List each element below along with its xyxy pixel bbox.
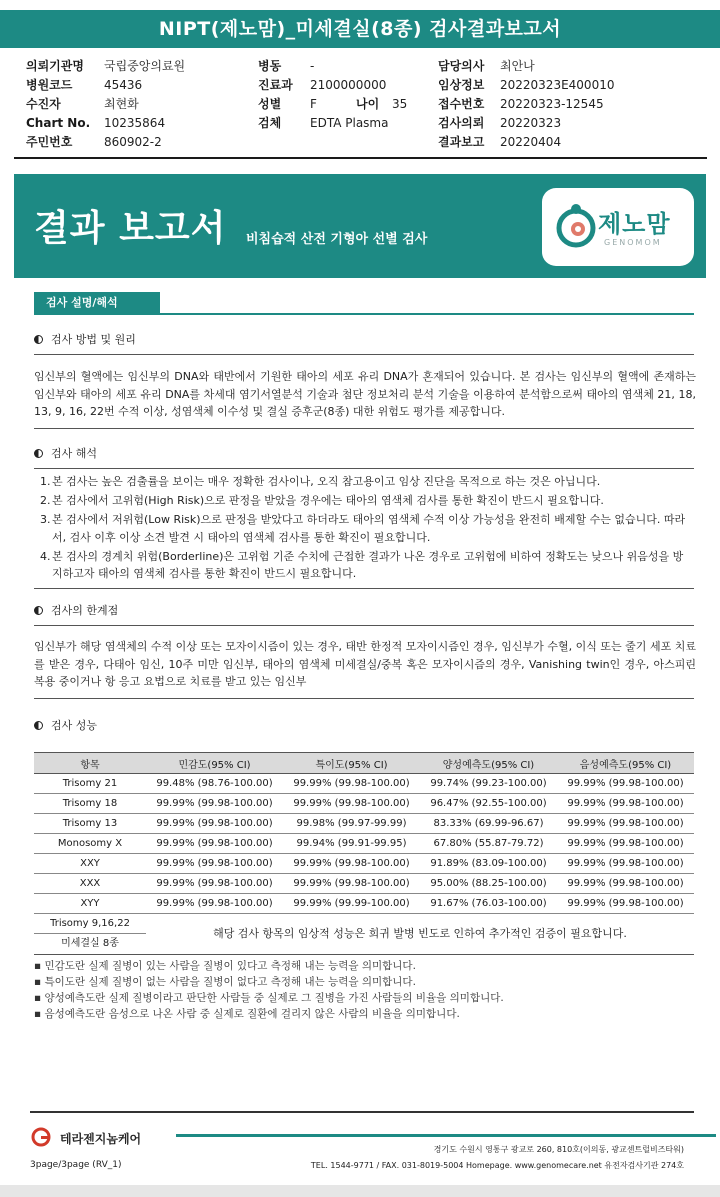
header-npv: 음성예측도(95% CI) <box>557 753 694 774</box>
report-banner <box>14 174 706 278</box>
section-tab: 검사 설명/해석 <box>34 292 160 314</box>
table-row: XYY 99.99% (99.98-100.00) 99.99% (99.99-100.00) 91.67% (76.03-100.00) 99.99% (99.98-100.00) <box>34 894 694 914</box>
company-logo <box>30 1127 142 1149</box>
header-item: 항목 <box>34 753 146 774</box>
company-contact: TEL. 1544-9771 / FAX. 031-8019-5004 Homepage. www.genomecare.net 유전자검사기관 274호 <box>310 1161 684 1170</box>
logo-name: 제노맘 <box>598 210 671 238</box>
footer-accent-bar <box>176 1134 716 1137</box>
limits-heading: 검사의 한계점 <box>34 603 118 619</box>
limits-rule-top <box>34 625 694 626</box>
performance-table <box>34 752 694 914</box>
table-row: XXY 99.99% (99.98-100.00) 99.99% (99.98-100.00) 91.89% (83.09-100.00) 99.99% (99.98-100.00) <box>34 854 694 874</box>
header-specificity: 특이도(95% CI) <box>283 753 420 774</box>
info-report-date: 결과보고 20220404 <box>438 135 562 149</box>
method-heading: 검사 방법 및 원리 <box>34 332 136 348</box>
definition-notes <box>34 958 694 1022</box>
info-department: 진료과 2100000000 <box>258 78 387 92</box>
half-circle-icon <box>34 721 43 730</box>
half-circle-icon <box>34 335 43 344</box>
table-row: XXX 99.99% (99.98-100.00) 99.99% (99.98-100.00) 95.00% (88.25-100.00) 99.99% (99.98-100.00) <box>34 874 694 894</box>
info-chart-no: Chart No. 10235864 <box>26 116 166 130</box>
list-item: 3. 본 검사에서 저위험(Low Risk)으로 판정을 받았다고 하더라도 태아의 염색체 수적 이상 가능성을 완전히 배제할 수는 없습니다. 따라서, 검사 이후 이상 소견 발견 시 태아의 염색체 검사를 통한 확진이 필요합니다. <box>40 513 686 544</box>
report-title: NIPT(제노맘)_미세결실(8종) 검사결과보고서 <box>0 10 720 48</box>
info-institution: 의뢰기관명 국립중앙의료원 <box>26 59 186 73</box>
info-patient: 수진자 최현화 <box>26 97 139 111</box>
table-row: Trisomy 13 99.99% (99.98-100.00) 99.98% (99.97-99.99) 83.33% (69.99-96.67) 99.99% (99.98-100.00) <box>34 814 694 834</box>
limits-rule-bottom <box>34 698 694 699</box>
footer-divider <box>30 1111 694 1113</box>
table-bottom-rule <box>34 954 694 955</box>
list-item: ▪ 민감도란 실제 질병이 있는 사람을 질병이 있다고 측정해 내는 능력을 의미합니다. <box>34 960 416 972</box>
header-divider <box>14 157 707 159</box>
section-underline <box>34 313 694 315</box>
bottom-strip <box>0 1185 720 1197</box>
company-logo-icon <box>30 1127 56 1147</box>
table-row: Trisomy 18 99.99% (99.98-100.00) 99.99% (99.98-100.00) 96.47% (92.55-100.00) 99.99% (99.98-100.00) <box>34 794 694 814</box>
table-row: Monosomy X 99.99% (99.98-100.00) 99.94% (99.91-99.95) 67.80% (55.87-79.72) 99.99% (99.98-100.00) <box>34 834 694 854</box>
list-item: ▪ 음성예측도란 음성으로 나온 사람 중 실제로 질환에 걸리지 않은 사람의 비율을 의미합니다. <box>34 1008 460 1020</box>
info-hospital-code: 병원코드 45436 <box>26 78 143 92</box>
method-text: 임신부의 혈액에는 임신부의 DNA와 태반에서 기원한 태아의 세포 유리 DNA가 혼재되어 있습니다. 본 검사는 임신부의 혈액에 존재하는 임신부와 태아의 세포 유리 DNA를 차세대 염기서열분석 기술과 첨단 정보처리 분석 기술을 이용하여 분석함으로써 태아의 염색체 21, 18, 13, 9, 16, 22번 수적 이상, 성염색체 이수성 및 결실 증후군(8종) 대한 위험도 평가를 제공합니다. <box>34 370 696 418</box>
interpretation-rule-bottom <box>34 588 694 589</box>
half-circle-icon <box>34 606 43 615</box>
info-request-date: 검사의뢰 20220323 <box>438 116 562 130</box>
merged-row <box>34 914 694 954</box>
company-address: 경기도 수원시 영통구 광교로 260, 810호(이의동, 광교센트럴비즈타워) <box>433 1145 684 1154</box>
method-rule-top <box>34 354 694 355</box>
performance-heading: 검사 성능 <box>34 718 97 734</box>
interpretation-heading: 검사 해석 <box>34 446 97 462</box>
banner-subtitle: 비침습적 산전 기형아 선별 검사 <box>246 232 428 247</box>
banner-title: 결과 보고서 <box>34 208 227 249</box>
info-doctor: 담당의사 최안나 <box>438 59 535 73</box>
limits-text: 임신부가 해당 염색체의 수적 이상 또는 모자이시즘이 있는 경우, 태반 한정적 모자이시즘인 경우, 임신부가 수혈, 이식 또는 줄기 세포 치료를 받은 경우, 다태아 임신, 10주 미만 임신부, 태아의 염색체 미세결실/중복 혹은 모자이시즘의 경우, Vanishing twin인 경우, 아스피린 복용 중이거나 항 응고 요법으로 치료를 받고 있는 임신부 <box>34 640 696 688</box>
info-sex: 성별 F 나이 35 <box>258 97 408 111</box>
table-header-row <box>34 753 694 774</box>
info-specimen: 검체 EDTA Plasma <box>258 116 389 130</box>
genomom-emblem-icon <box>556 202 596 248</box>
genomom-logo <box>542 188 694 266</box>
page-number: 3page/3page (RV_1) <box>30 1160 122 1170</box>
info-clinical: 임상정보 20220323E400010 <box>438 78 615 92</box>
half-circle-icon <box>34 449 43 458</box>
merged-label-microdeletion: 미세결실 8종 <box>61 938 119 949</box>
method-rule-bottom <box>34 428 694 429</box>
merged-label-trisomy: Trisomy 9,16,22 <box>34 914 146 934</box>
info-resident-no: 주민번호 860902-2 <box>26 135 162 149</box>
list-item: 2. 본 검사에서 고위험(High Risk)으로 판정을 받았을 경우에는 태아의 염색체 검사를 통한 확진이 반드시 필요합니다. <box>40 494 604 507</box>
merged-note: 해당 검사 항목의 임상적 성능은 희귀 발병 빈도로 인하여 추가적인 검증이 필요합니다. <box>213 927 627 940</box>
header-sensitivity: 민감도(95% CI) <box>146 753 283 774</box>
header-ppv: 양성예측도(95% CI) <box>420 753 557 774</box>
company-name: 테라젠지놈케어 <box>60 1132 142 1146</box>
info-receipt-no: 접수번호 20220323-12545 <box>438 97 604 111</box>
list-item: ▪ 양성예측도란 실제 질병이라고 판단한 사람들 중 실제로 그 질병을 가진 사람들의 비율을 의미합니다. <box>34 992 504 1004</box>
interpretation-rule-top <box>34 468 694 469</box>
info-ward: 병동 - <box>258 59 315 73</box>
table-row: Trisomy 21 99.48% (98.76-100.00) 99.99% (99.98-100.00) 99.74% (99.23-100.00) 99.99% (99.98-100.00) <box>34 774 694 794</box>
list-item: 4. 본 검사의 경계치 위험(Borderline)은 고위험 기준 수치에 근접한 결과가 나온 경우로 고위험에 비하여 정확도는 낮으나 위음성을 방지하고자 태아의 염색체 검사를 통한 확진이 반드시 필요합니다. <box>40 549 684 580</box>
logo-english: GENOMOM <box>604 238 662 247</box>
interpretation-list <box>40 473 690 584</box>
list-item: 1. 본 검사는 높은 검출률을 보이는 매우 정확한 검사이나, 오직 참고용이고 임상 진단을 목적으로 하는 것은 아닙니다. <box>40 475 601 488</box>
list-item: ▪ 특이도란 실제 질병이 없는 사람을 질병이 없다고 측정해 내는 능력을 의미합니다. <box>34 976 416 988</box>
